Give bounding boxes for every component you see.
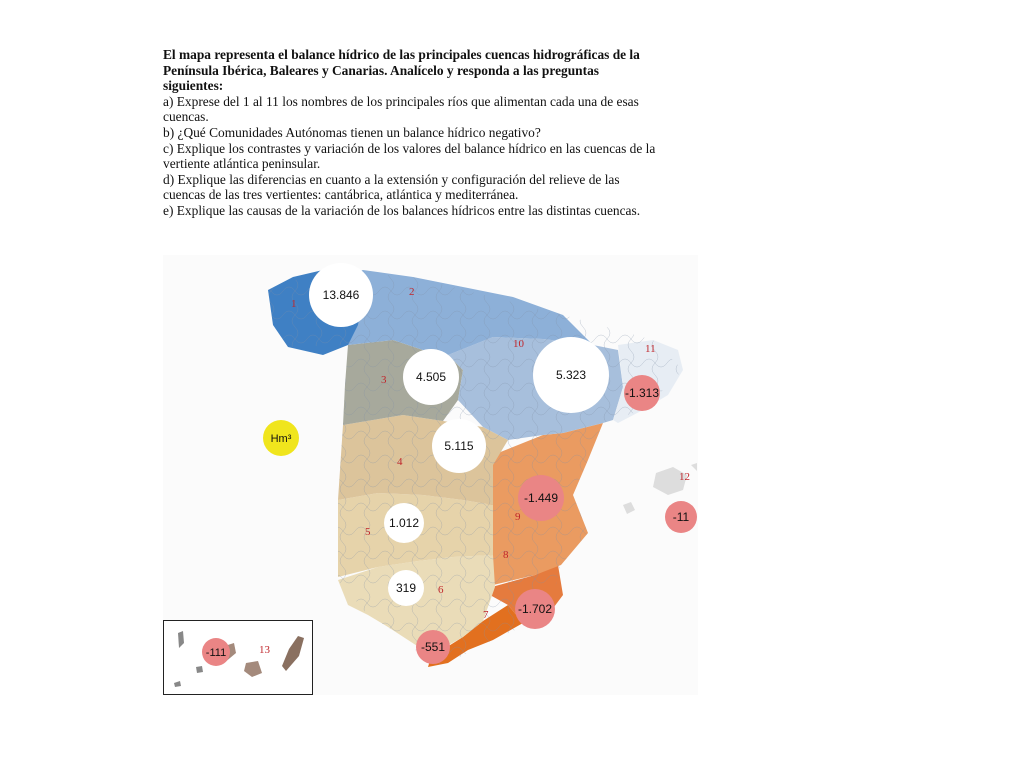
balance-canarias: -111 [205, 647, 227, 659]
question-c-line: vertiente atlántica peninsular. [163, 156, 321, 172]
island-ibiza [623, 502, 635, 514]
balance-sur: -551 [420, 640, 446, 654]
question-a-line: cuencas. [163, 109, 209, 125]
basin-number-4: 4 [397, 456, 403, 468]
basin-number-3: 3 [381, 374, 387, 386]
balance-duero: 4.505 [415, 370, 447, 384]
question-d-line: cuencas de las tres vertientes: cantábrica, atlántica y mediterránea. [163, 187, 519, 203]
question-e-line: e) Explique las causas de la variación de los balances hídricos entre las distintas cuencas. [163, 202, 641, 218]
balance-tajo: 5.115 [444, 439, 474, 453]
question-d-line: d) Explique las diferencias en cuanto a la extensión y configuración del relieve de las [163, 171, 620, 187]
heading-line: El mapa representa el balance hídrico de las principales cuencas hidrográficas de la [163, 47, 640, 62]
canary-inset-svg [164, 621, 312, 694]
basin-number-5: 5 [365, 526, 371, 538]
basin-number-9: 9 [515, 511, 521, 523]
basin-number-10: 10 [513, 338, 524, 350]
balance-segura: -1.702 [517, 602, 553, 616]
island-el-hierro [174, 681, 181, 687]
question-c-line: c) Explique los contrastes y variación de los valores del balance hídrico en las cuencas de la [163, 140, 656, 156]
balance-ebro: 5.323 [555, 368, 587, 382]
island-la-gomera [196, 666, 203, 673]
exercise-text [163, 47, 708, 219]
basin-number-6: 6 [438, 584, 444, 596]
peninsula-rivers [268, 270, 683, 667]
question-b-line: b) ¿Qué Comunidades Autónomas tienen un balance hídrico negativo? [163, 124, 541, 140]
island-gran-canaria [244, 661, 262, 677]
balance-baleares: -11 [672, 510, 690, 524]
island-menorca [691, 463, 697, 471]
island-la-palma [178, 631, 184, 648]
canary-islands-inset [163, 620, 313, 695]
basin-number-13: 13 [259, 644, 270, 656]
basin-number-2: 2 [409, 286, 415, 298]
island-fuerteventura [282, 636, 304, 671]
heading-line: siguientes: [163, 78, 224, 94]
balance-cataluna: -1.313 [624, 386, 660, 400]
water-balance-map [163, 255, 698, 695]
basin-number-11: 11 [645, 343, 656, 355]
balance-galicia: 13.846 [322, 288, 360, 302]
basin-number-8: 8 [503, 549, 509, 561]
basin-number-12: 12 [679, 471, 690, 483]
heading-line: Península Ibérica, Baleares y Canarias. Analícelo y responda a las preguntas [163, 62, 599, 78]
unit-label: Hm³ [270, 433, 292, 445]
basin-number-1: 1 [291, 298, 297, 310]
balance-guadiana: 1.012 [388, 516, 420, 530]
balance-jucar: -1.449 [523, 491, 559, 505]
balance-guadalquivir: 319 [395, 581, 417, 595]
basin-number-7: 7 [483, 609, 489, 621]
question-a-line: a) Exprese del 1 al 11 los nombres de los principales ríos que alimentan cada una de esas [163, 93, 639, 109]
